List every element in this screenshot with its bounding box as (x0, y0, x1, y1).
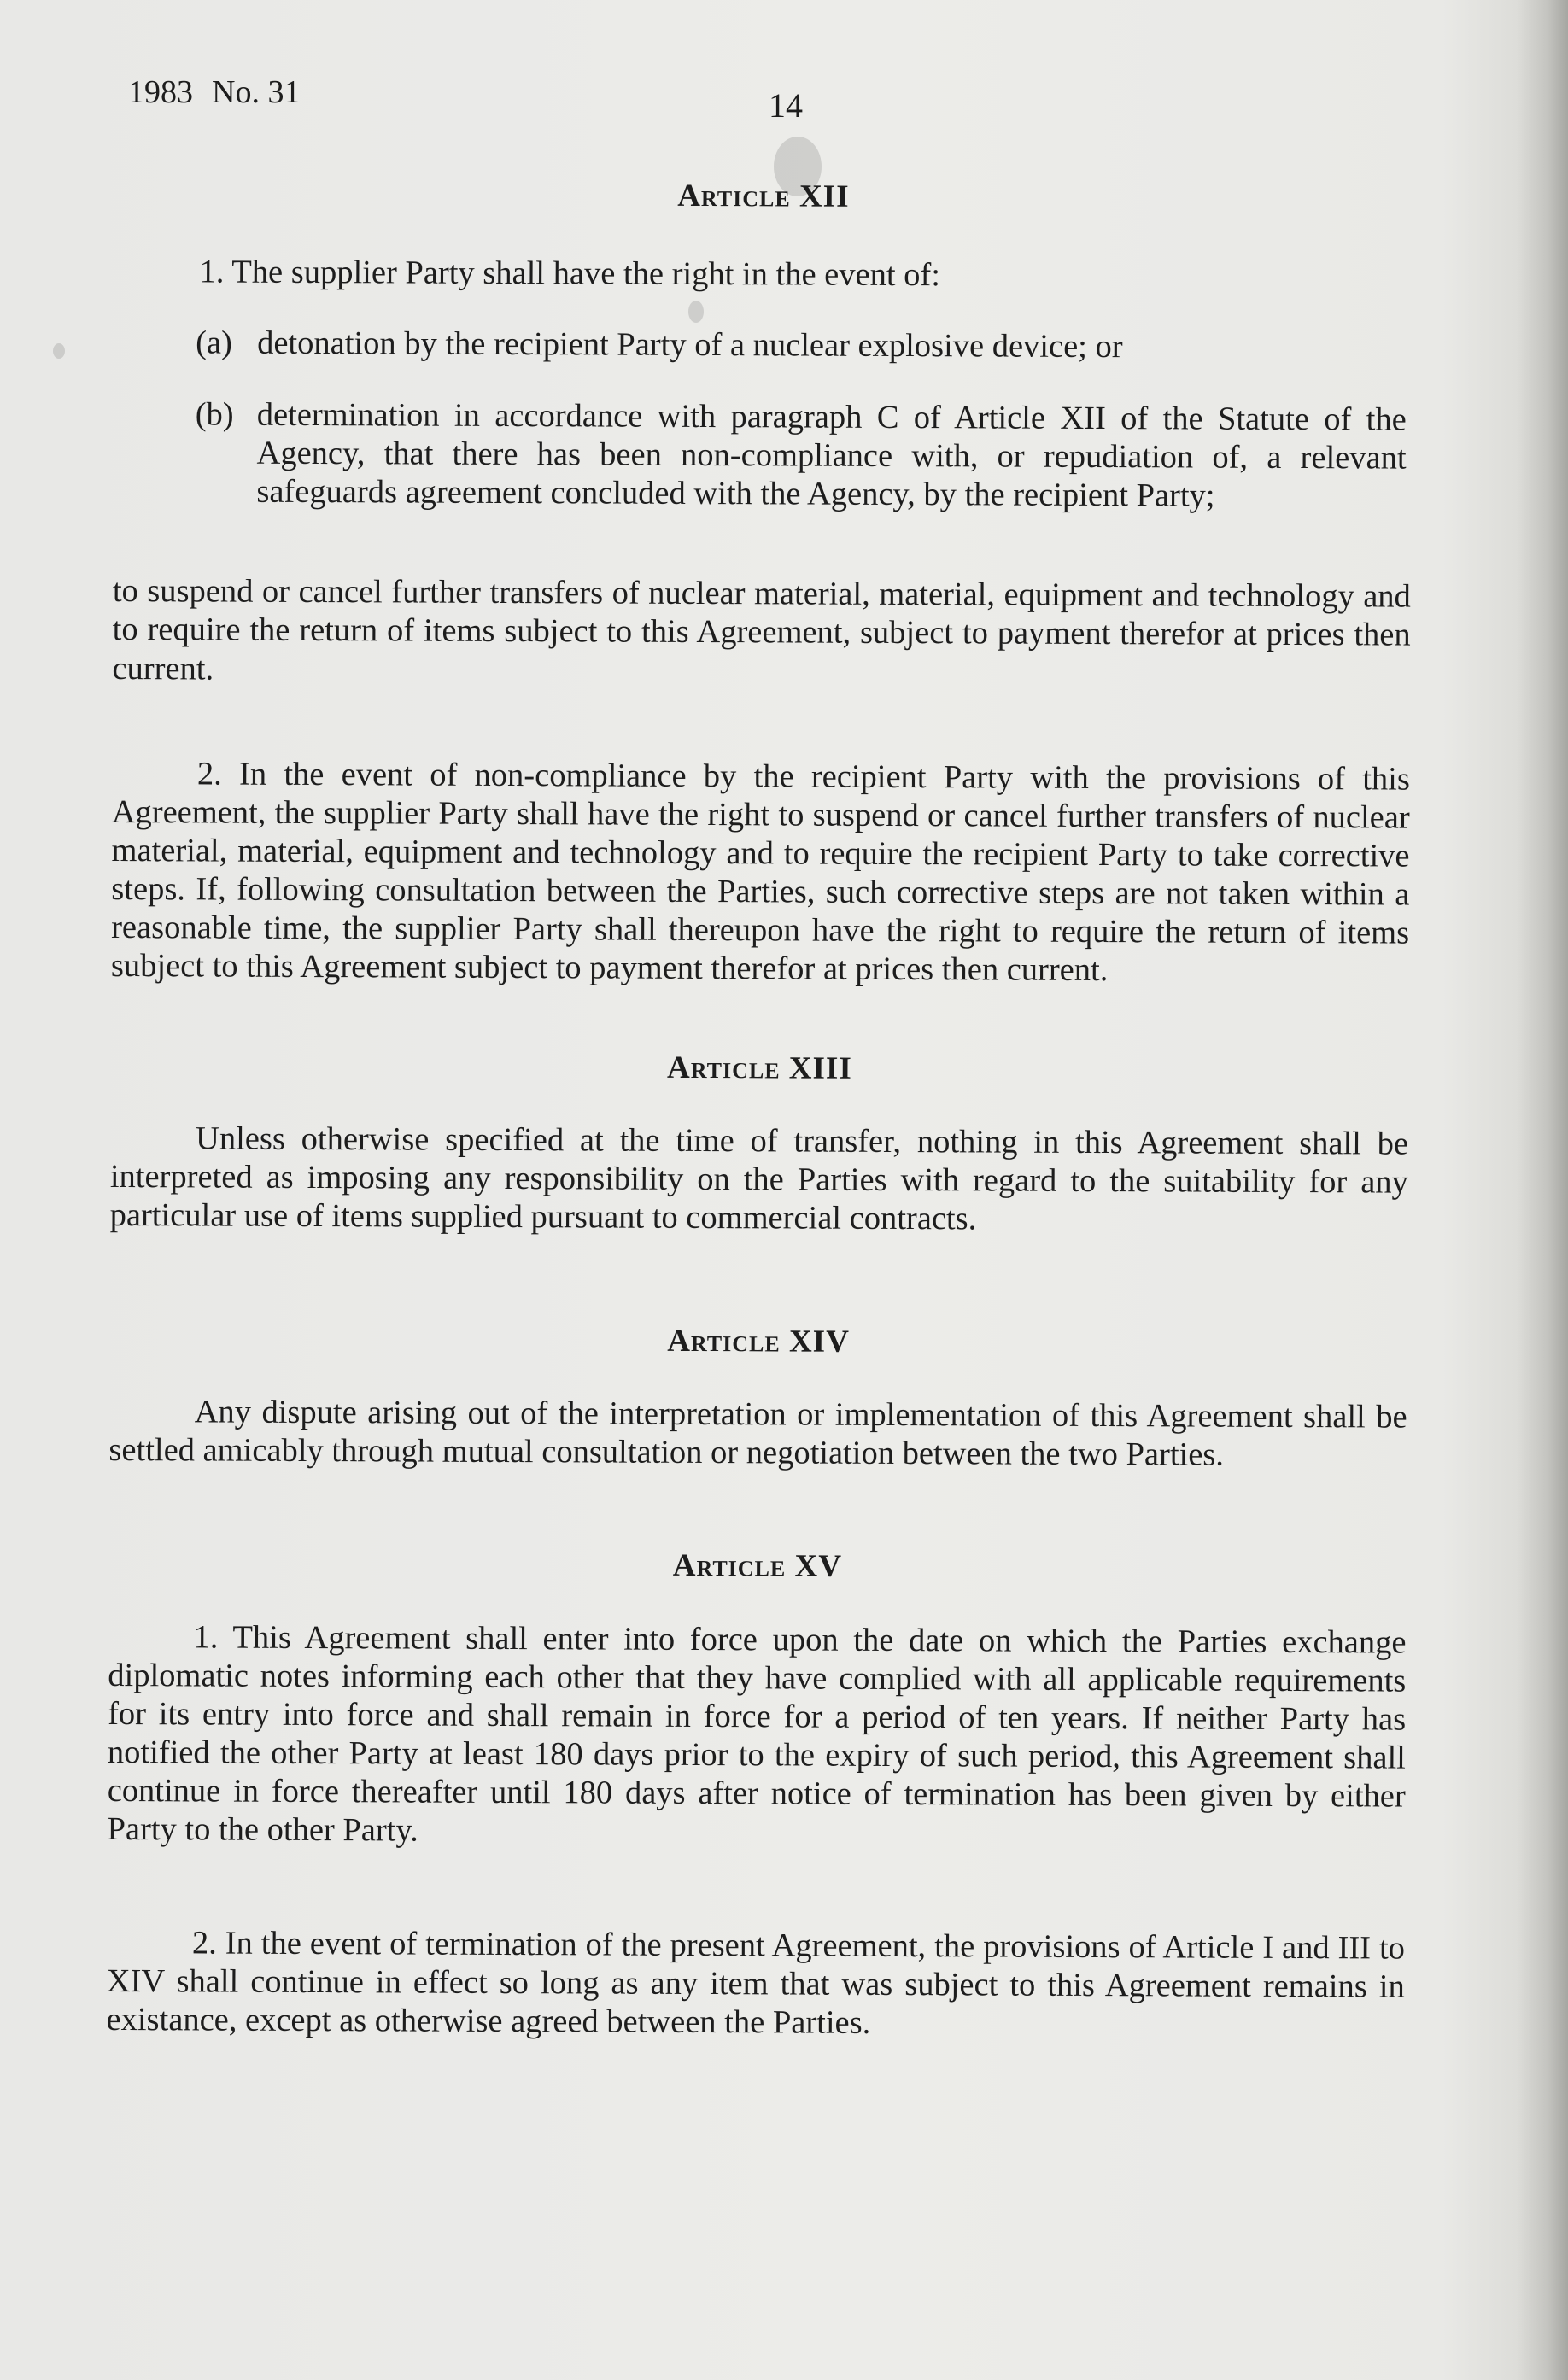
list-item-label: (a) (196, 325, 232, 361)
header-number: No. 31 (212, 74, 301, 110)
article-xii (111, 175, 1413, 991)
article-title: Article XV (672, 1548, 843, 1585)
article-title: Article XIII (667, 1050, 852, 1086)
paper-speck (53, 343, 65, 359)
paragraph: Unless otherwise specified at the time of transfer, nothing in this Agreement shall be interpreted as imposing any responsibility on the Parties with regard to the suitability for any particular use of items supplied pursuant to commercial contracts. (109, 1120, 1409, 1237)
document-header (128, 73, 300, 111)
paragraph: 1. The supplier Party shall have the right in the event of: (199, 254, 941, 294)
paragraph: 2. In the event of non-compliance by the recipient Party with the provisions of this Agreement, the supplier Party shall have the right to suspend or cancel further transfers of nuclear material, material, equipment and technology and to require the recipient Party to take corrective steps. If, following consultation between the Parties, such corrective steps are not taken within a reasonable time, the supplier Party shall thereupon have the right to require the return of items subject to this Agreement subject to payment therefor at prices then current. (110, 755, 1411, 988)
article-title: Article XII (677, 178, 850, 214)
paragraph: to suspend or cancel further transfers of nuclear material, material, equipment and technology and to require the return of items subject to this Agreement, subject to payment therefor at prices then current. (112, 573, 1411, 687)
article-xv (106, 1545, 1407, 2044)
list-item-text: determination in accordance with paragraph C of Article XII of the Statute of the Agency, that there has been non-compliance with, or repudiation of, a relevant safeguards agreement concluded with the Agency, by the recipient Party; (256, 397, 1407, 515)
article-xiii (110, 1047, 1409, 1241)
page-number: 14 (769, 86, 803, 125)
article-xiv (108, 1320, 1407, 1476)
paragraph: 1. This Agreement shall enter into force upon the date on which the Parties exchange diplomatic notes informing each other that they have complied with all applicable requirements for its entry into force and shall remain in force for a period of ten years. If neither Party has notified the other Party at least 180 days prior to the expiry of such period, this Agreement shall continue in force thereafter until 180 days after notice of termination has been given by either Party to the other Party. (107, 1619, 1407, 1849)
list-item (113, 395, 1412, 517)
paragraph: 2. In the event of termination of the present Agreement, the provisions of Article I and III to XIV shall continue in effect so long as any item that was subject to this Agreement remains in existance, except as otherwise agreed between the Parties. (106, 1925, 1406, 2041)
document-body (106, 175, 1413, 2045)
list-item (114, 324, 1412, 368)
header-year: 1983 (128, 74, 193, 110)
page-edge-shadow (1517, 0, 1568, 2380)
article-title: Article XIV (667, 1323, 850, 1360)
list-item-text: detonation by the recipient Party of a nuclear explosive device; or (257, 325, 1123, 365)
list-item-label: (b) (195, 396, 234, 433)
paragraph: Any dispute arising out of the interpretation or implementation of this Agreement shall be settled amicably through mutual consultation or negotiation between the two Parties. (108, 1394, 1407, 1474)
